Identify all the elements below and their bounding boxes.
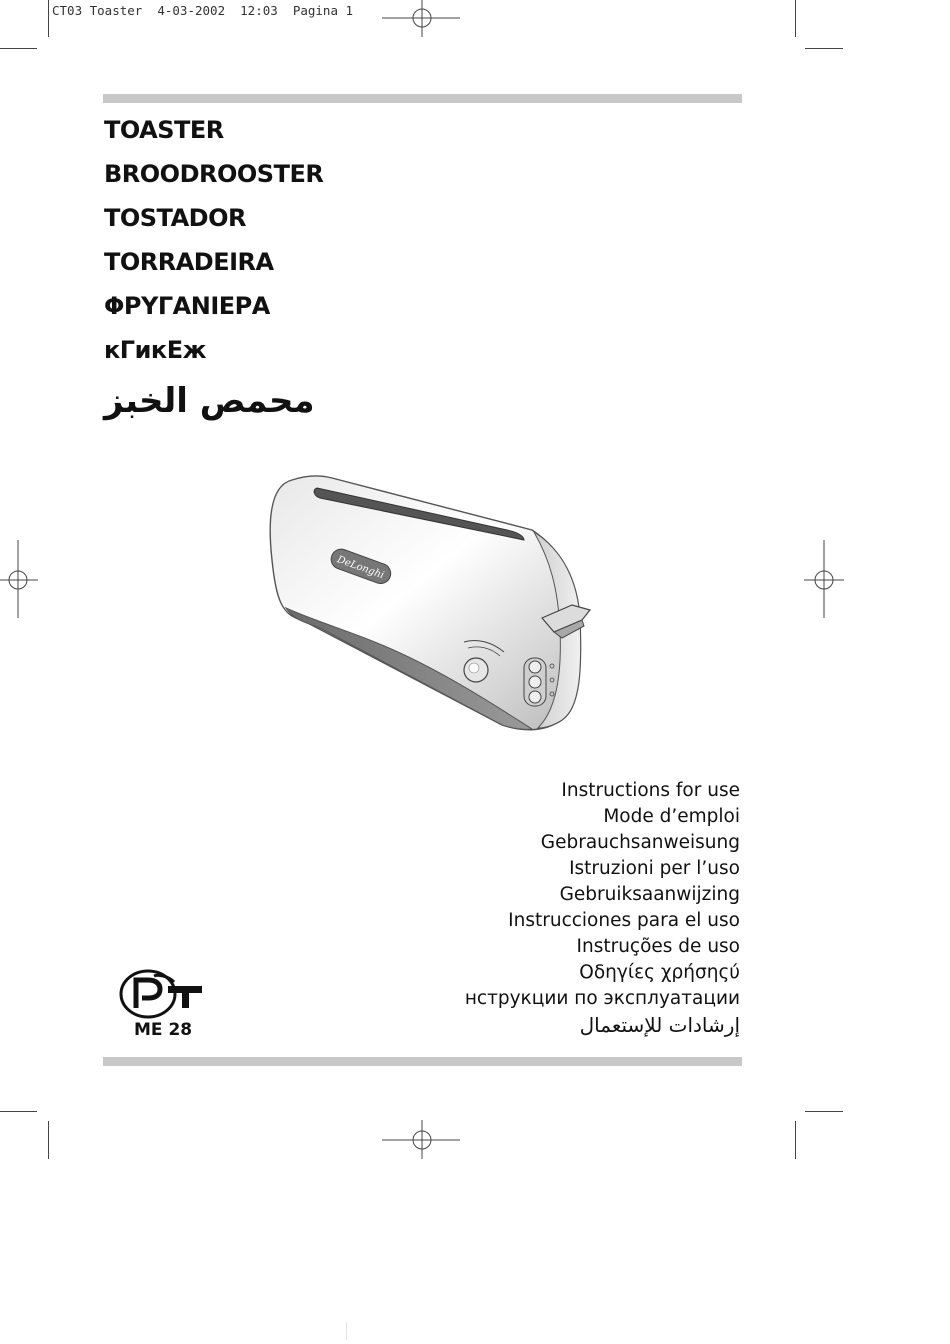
title-russian: кГикЕж	[104, 336, 206, 364]
instructions-portuguese: Instruções de uso	[576, 936, 740, 957]
title-portuguese: TORRADEIRA	[104, 248, 274, 276]
registration-mark-bottom	[382, 1120, 462, 1160]
brand-badge: DeLonghi	[335, 554, 386, 582]
instructions-english: Instructions for use	[561, 780, 740, 801]
top-band	[103, 94, 742, 103]
registration-mark-top	[382, 0, 462, 38]
instructions-spanish: Instrucciones para el uso	[508, 910, 740, 931]
registration-mark-left	[0, 540, 40, 620]
registration-mark-right	[804, 540, 846, 620]
title-arabic: محمص الخبز	[104, 381, 315, 421]
product-titles	[104, 112, 323, 426]
title-spanish: TOSTADOR	[104, 204, 246, 232]
toaster-illustration	[262, 470, 602, 740]
instructions-list	[465, 778, 740, 1038]
faint-mark	[346, 1322, 347, 1340]
certification-code: ME 28	[134, 1020, 193, 1040]
title-dutch: BROODROOSTER	[104, 160, 324, 188]
bottom-band	[103, 1057, 742, 1066]
certification-mark-logo	[118, 968, 210, 1020]
title-english: TOASTER	[104, 116, 224, 144]
instructions-russian: нструкции по эксплуатации	[464, 988, 740, 1009]
instructions-arabic: إرشادات للإستعمال	[579, 1013, 740, 1037]
instructions-german: Gebrauchsanweisung	[540, 832, 740, 853]
printer-slug: CT03 Toaster 4-03-2002 12:03 Pagina 1	[52, 3, 354, 18]
instructions-french: Mode d’emploi	[603, 806, 740, 827]
title-greek: ΦΡΥΓΑΝΙΕΡΑ	[104, 292, 270, 320]
instructions-greek: Οδηγίες χρήσηςύ	[579, 962, 740, 983]
instructions-dutch: Gebruiksaanwijzing	[559, 884, 740, 905]
instructions-italian: Istruzioni per l’uso	[569, 858, 740, 879]
